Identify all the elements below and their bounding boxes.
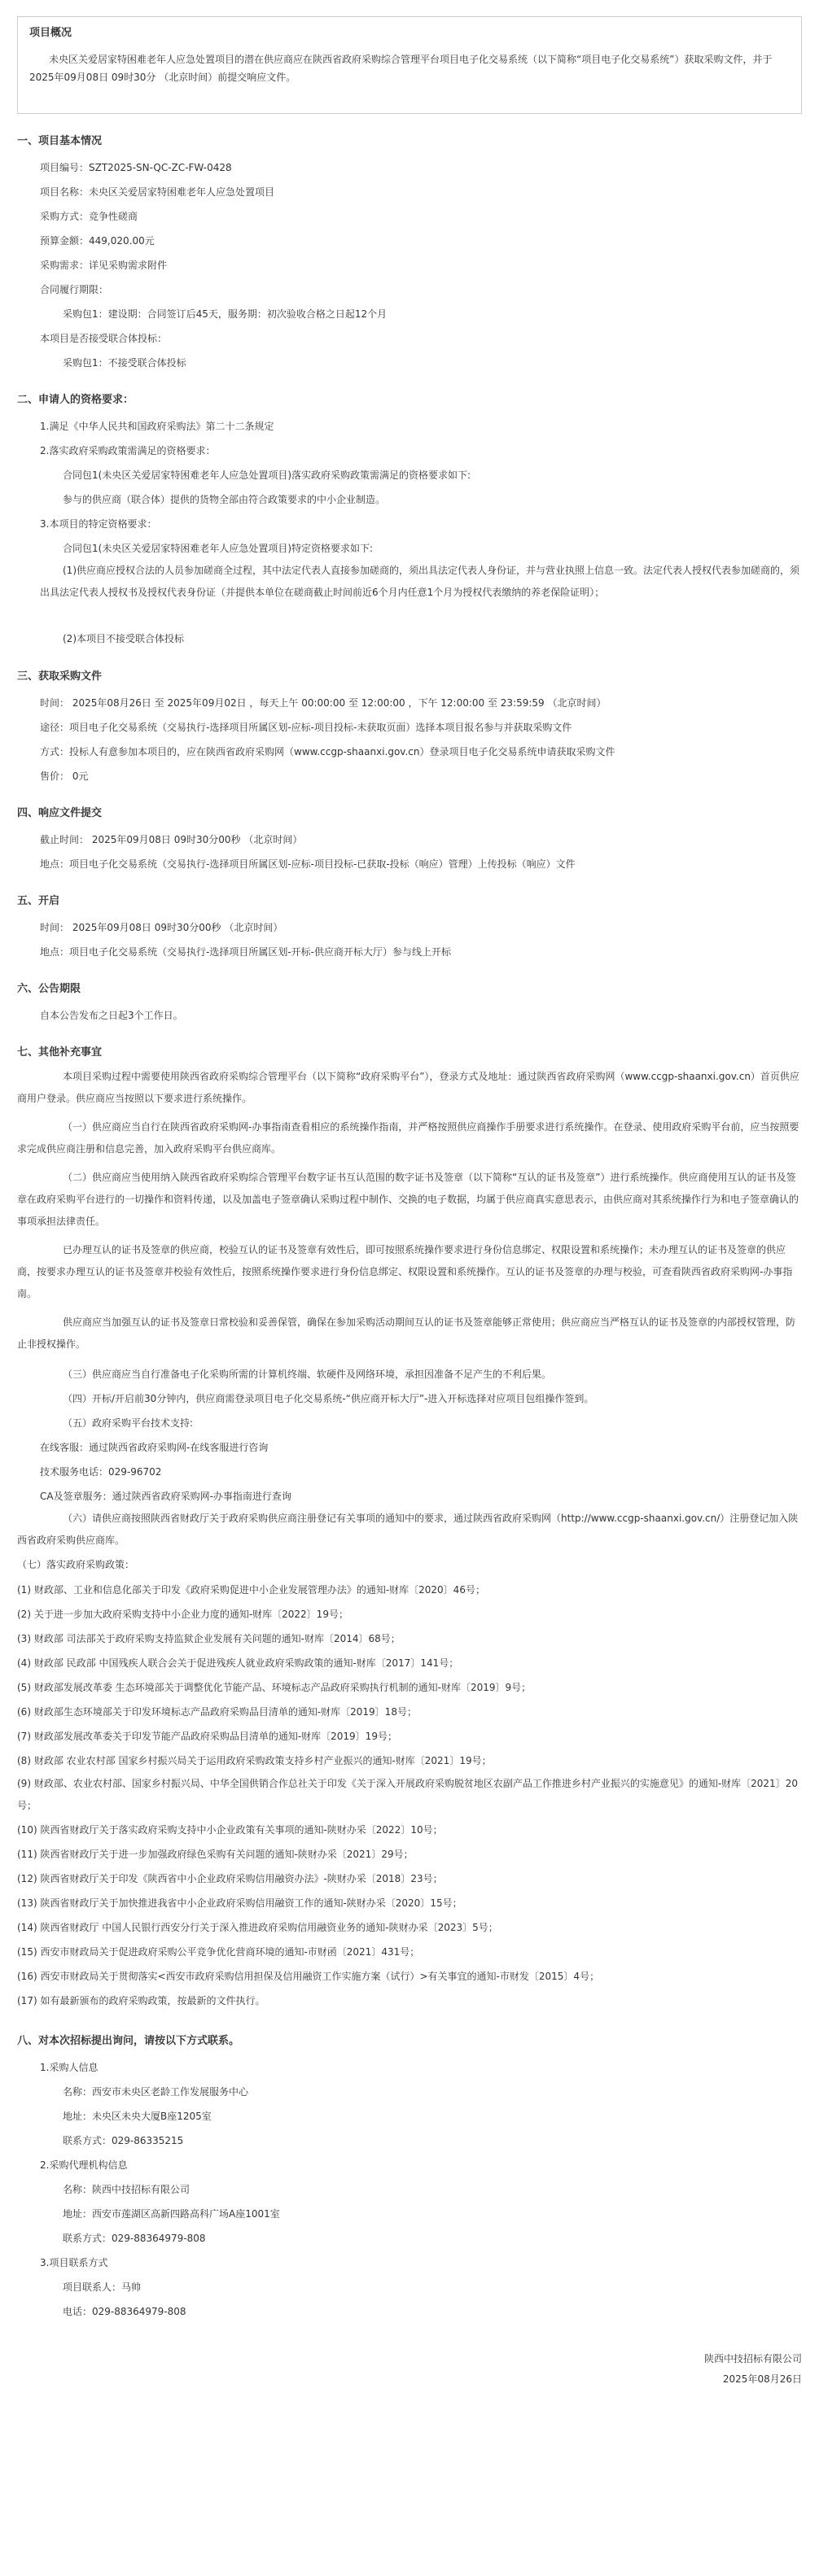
policy-item: (9) 财政部、农业农村部、国家乡村振兴局、中华全国供销合作总社关于印发《关于深入开展政府采购脱贫地区农副产品工作推进乡村产业振兴的实施意见》的通知-财库〔2021〕20号； bbox=[17, 1778, 798, 1811]
footer-date: 2025年08月26日 bbox=[722, 2373, 802, 2385]
overview-title: 项目概况 bbox=[29, 27, 72, 39]
agent-name: 名称：陕西中技招标有限公司 bbox=[63, 2184, 191, 2195]
policy-item: (10) 陕西省财政厅关于落实政府采购支持中小企业政策有关事项的通知-陕财办采〔2022〕10号； bbox=[17, 1824, 443, 1836]
supplement-item-2: （二）供应商应当使用纳入陕西省政府采购综合管理平台数字证书互认范围的数字证书及签章（以下简称“互认的证书及签章”）进行系统操作。供应商使用互认的证书及签章在政府采购平台进行的一切操作和资料传递，以及加盖电子签章确认采购过程中制作、交换的电子数据，均属于供应商真实意思表示，由供应商对其系统操作行为和电子签章确认的事项承担法律责任。 bbox=[17, 1172, 799, 1227]
policy-item: (3) 财政部 司法部关于政府采购支持监狱企业发展有关问题的通知-财库〔2014〕68号； bbox=[17, 1633, 401, 1644]
section-2-title: 二、申请人的资格要求： bbox=[17, 394, 134, 406]
consortium-label: 本项目是否接受联合体投标： bbox=[40, 333, 168, 344]
opening-location: 地点：项目电子化交易系统（交易执行-选择项目所属区划-开标-供应商开标大厅）参与线上开标 bbox=[40, 946, 451, 958]
qualification-2-detail: 参与的供应商（联合体）提供的货物全部由符合政策要求的中小企业制造。 bbox=[63, 494, 386, 505]
contact-heading: 3.项目联系方式 bbox=[40, 2257, 108, 2268]
procurement-method: 采购方式：竞争性磋商 bbox=[40, 211, 138, 222]
obtain-time: 时间： 2025年08月26日 至 2025年09月02日 ，每天上午 00:00:00 至 12:00:00 ，下午 12:00:00 至 23:59:59 （北京时间） bbox=[40, 697, 607, 709]
obtain-method: 方式：投标人有意参加本项目的，应在陕西省政府采购网（www.ccgp-shaanxi.gov.cn）登录项目电子化交易系统申请获取采购文件 bbox=[40, 746, 615, 758]
policy-item: (14) 陕西省财政厅 中国人民银行西安分行关于深入推进政府采购信用融资业务的通知-陕财办采〔2023〕5号； bbox=[17, 1922, 498, 1933]
qualification-2-package: 合同包1(未央区关爱居家特困难老年人应急处置项目)落实政府采购政策需满足的资格要求如下: bbox=[63, 469, 471, 481]
buyer-address: 地址：未央区未央大厦B座1205室 bbox=[63, 2111, 212, 2122]
budget-amount: 预算金额：449,020.00元 bbox=[40, 235, 155, 247]
buyer-phone: 联系方式：029-86335215 bbox=[63, 2135, 184, 2146]
supplement-item-2-cont: 已办理互认的证书及签章的供应商，校验互认的证书及签章有效性后，即可按照系统操作要求进行身份信息绑定、权限设置和系统操作；未办理互认的证书及签章的供应商，按要求办理互认的证书及签章并校验有效性后，按照系统操作要求进行身份信息绑定、权限设置和系统操作。互认的证书及签章的办理与校验，可查看陕西省政府采购网-办事指南。 bbox=[17, 1244, 793, 1299]
section-5-title: 五、开启 bbox=[17, 895, 60, 907]
agent-address: 地址：西安市莲湖区高新四路高科广场A座1001室 bbox=[63, 2208, 280, 2220]
section-4-title: 四、响应文件提交 bbox=[17, 807, 103, 819]
procurement-demand: 采购需求：详见采购需求附件 bbox=[40, 260, 168, 271]
consortium-package: 采购包1：不接受联合体投标 bbox=[63, 357, 186, 369]
section-8-title: 八、对本次招标提出询问，请按以下方式联系。 bbox=[17, 2035, 240, 2047]
policy-item: (5) 财政部发展改革委 生态环境部关于调整优化节能产品、环境标志产品政府采购执行机制的通知-财库〔2019〕9号； bbox=[17, 1682, 532, 1693]
qualification-3-package: 合同包1(未央区关爱居家特困难老年人应急处置项目)特定资格要求如下: bbox=[63, 543, 374, 554]
qualification-3-detail-2: (2)本项目不接受联合体投标 bbox=[63, 633, 184, 644]
contact-person: 项目联系人：马帅 bbox=[63, 2281, 142, 2293]
contract-period-label: 合同履行期限： bbox=[40, 284, 109, 295]
supplement-intro: 本项目采购过程中需要使用陕西省政府采购综合管理平台（以下简称“政府采购平台”），登录方式及地址：通过陕西省政府采购网（www.ccgp-shaanxi.gov.cn）首页供应商用户登录。供应商应当按照以下要求进行系统操作。 bbox=[17, 1071, 799, 1104]
overview-box bbox=[17, 16, 802, 114]
opening-time: 时间： 2025年09月08日 09时30分00秒 （北京时间） bbox=[40, 922, 283, 933]
buyer-name: 名称：西安市未央区老龄工作发展服务中心 bbox=[63, 2086, 249, 2098]
supplement-item-3: （三）供应商应当自行准备电子化采购所需的计算机终端、软硬件及网络环境，承担因准备不足产生的不利后果。 bbox=[63, 1369, 552, 1380]
submission-deadline: 截止时间： 2025年09月08日 09时30分00秒 （北京时间） bbox=[40, 834, 303, 845]
supplement-item-2-keep: 供应商应当加强互认的证书及签章日常校验和妥善保管，确保在参加采购活动期间互认的证书及签章能够正常使用；供应商应当严格互认的证书及签章的内部授权管理，防止非授权操作。 bbox=[17, 1316, 796, 1350]
section-1-title: 一、项目基本情况 bbox=[17, 135, 103, 147]
contact-phone: 电话：029-88364979-808 bbox=[63, 2306, 186, 2317]
policy-item: (4) 财政部 民政部 中国残疾人联合会关于促进残疾人就业政府采购政策的通知-财库〔2017〕141号； bbox=[17, 1657, 459, 1669]
policy-item: (16) 西安市财政局关于贯彻落实<西安市政府采购信用担保及信用融资工作实施方案（试行）>有关事宜的通知-市财发〔2015〕4号； bbox=[17, 1971, 600, 1982]
announcement-period: 自本公告发布之日起3个工作日。 bbox=[40, 1010, 183, 1021]
section-7-title: 七、其他补充事宜 bbox=[17, 1046, 103, 1059]
agent-heading: 2.采购代理机构信息 bbox=[40, 2159, 128, 2171]
project-number: 项目编号：SZT2025-SN-QC-ZC-FW-0428 bbox=[40, 162, 232, 173]
supplement-item-4: （四）开标/开启前30分钟内，供应商需登录项目电子化交易系统-“供应商开标大厅”-进入开标选择对应项目包组操作签到。 bbox=[63, 1393, 594, 1404]
buyer-heading: 1.采购人信息 bbox=[40, 2062, 99, 2073]
supplement-item-6: （六）请供应商按照陕西省财政厅关于政府采购供应商注册登记有关事项的通知中的要求，通过陕西省政府采购网（http://www.ccgp-shaanxi.gov.cn/）注册登记加入陕西省政府采购供应商库。 bbox=[17, 1513, 799, 1546]
contract-period-package: 采购包1：建设期：合同签订后45天，服务期：初次验收合格之日起12个月 bbox=[63, 308, 388, 320]
obtain-channel: 途径：项目电子化交易系统（交易执行-选择项目所属区划-应标-项目投标-未获取页面）选择本项目报名参与并获取采购文件 bbox=[40, 722, 572, 733]
tech-phone: 技术服务电话：029-96702 bbox=[40, 1466, 162, 1478]
policy-item: (12) 陕西省财政厅关于印发《陕西省中小企业政府采购信用融资办法》-陕财办采〔2018〕23号； bbox=[17, 1873, 443, 1884]
qualification-1: 1.满足《中华人民共和国政府采购法》第二十二条规定 bbox=[40, 421, 274, 432]
policy-item: (7) 财政部发展改革委关于印发节能产品政府采购品目清单的通知-财库〔2019〕19号； bbox=[17, 1731, 397, 1742]
policy-item: (15) 西安市财政局关于促进政府采购公平竞争优化营商环境的通知-市财函〔2021〕431号； bbox=[17, 1946, 420, 1958]
online-service: 在线客服：通过陕西省政府采购网-在线客服进行咨询 bbox=[40, 1442, 269, 1453]
policy-item: (1) 财政部、工业和信息化部关于印发《政府采购促进中小企业发展管理办法》的通知-财库〔2020〕46号； bbox=[17, 1584, 485, 1596]
qualification-3-detail-1: (1)供应商应授权合法的人员参加磋商全过程，其中法定代表人直接参加磋商的，须出具法定代表人身份证，并与营业执照上信息一致。法定代表人授权代表参加磋商的，须出具法定代表人授权书及授权代表身份证（并提供本单位在磋商截止时间前近6个月内任意1个月为授权代表缴纳的养老保险证明）； bbox=[40, 565, 800, 598]
policy-item: (2) 关于进一步加大政府采购支持中小企业力度的通知-财库〔2022〕19号； bbox=[17, 1609, 348, 1620]
project-name: 项目名称：未央区关爱居家特困难老年人应急处置项目 bbox=[40, 186, 275, 198]
policy-item: (8) 财政部 农业农村部 国家乡村振兴局关于运用政府采购政策支持乡村产业振兴的通知-财库〔2021〕19号； bbox=[17, 1755, 492, 1766]
agent-phone: 联系方式：029-88364979-808 bbox=[63, 2233, 206, 2244]
footer-organization: 陕西中技招标有限公司 bbox=[703, 2353, 802, 2364]
qualification-2: 2.落实政府采购政策需满足的资格要求： bbox=[40, 445, 216, 456]
obtain-price: 售价： 0元 bbox=[40, 771, 89, 782]
supplement-item-5: （五）政府采购平台技术支持: bbox=[63, 1417, 194, 1429]
supplement-item-7: （七）落实政府采购政策： bbox=[17, 1559, 135, 1570]
section-3-title: 三、获取采购文件 bbox=[17, 670, 103, 683]
policy-item: (6) 财政部生态环境部关于印发环境标志产品政府采购品目清单的通知-财库〔2019〕18号； bbox=[17, 1706, 417, 1718]
qualification-3: 3.本项目的特定资格要求： bbox=[40, 518, 157, 530]
policy-item: (13) 陕西省财政厅关于加快推进我省中小企业政府采购信用融资工作的通知-陕财办采〔2020〕15号； bbox=[17, 1897, 462, 1909]
policy-item: (17) 如有最新颁布的政府采购政策，按最新的文件执行。 bbox=[17, 1995, 265, 2006]
policy-item: (11) 陕西省财政厅关于进一步加强政府绿色采购有关问题的通知-陕财办采〔2021〕29号； bbox=[17, 1849, 414, 1860]
submission-location: 地点：项目电子化交易系统（交易执行-选择项目所属区划-应标-项目投标-已获取-投标（响应）管理）上传投标（响应）文件 bbox=[40, 858, 576, 870]
supplement-item-1: （一）供应商应当自行在陕西省政府采购网-办事指南查看相应的系统操作指南，并严格按照供应商操作手册要求进行系统操作。在登录、使用政府采购平台前，应当按照要求完成供应商注册和信息完善，加入政府采购平台供应商库。 bbox=[17, 1121, 799, 1155]
section-6-title: 六、公告期限 bbox=[17, 983, 81, 995]
ca-service: CA及签章服务：通过陕西省政府采购网-办事指南进行查询 bbox=[40, 1491, 291, 1502]
overview-text: 未央区关爱居家特困难老年人应急处置项目的潜在供应商应在陕西省政府采购综合管理平台项目电子化交易系统（以下简称“项目电子化交易系统”）获取采购文件，并于 2025年09月08日 09时30分 （北京时间）前提交响应文件。 bbox=[29, 54, 773, 83]
